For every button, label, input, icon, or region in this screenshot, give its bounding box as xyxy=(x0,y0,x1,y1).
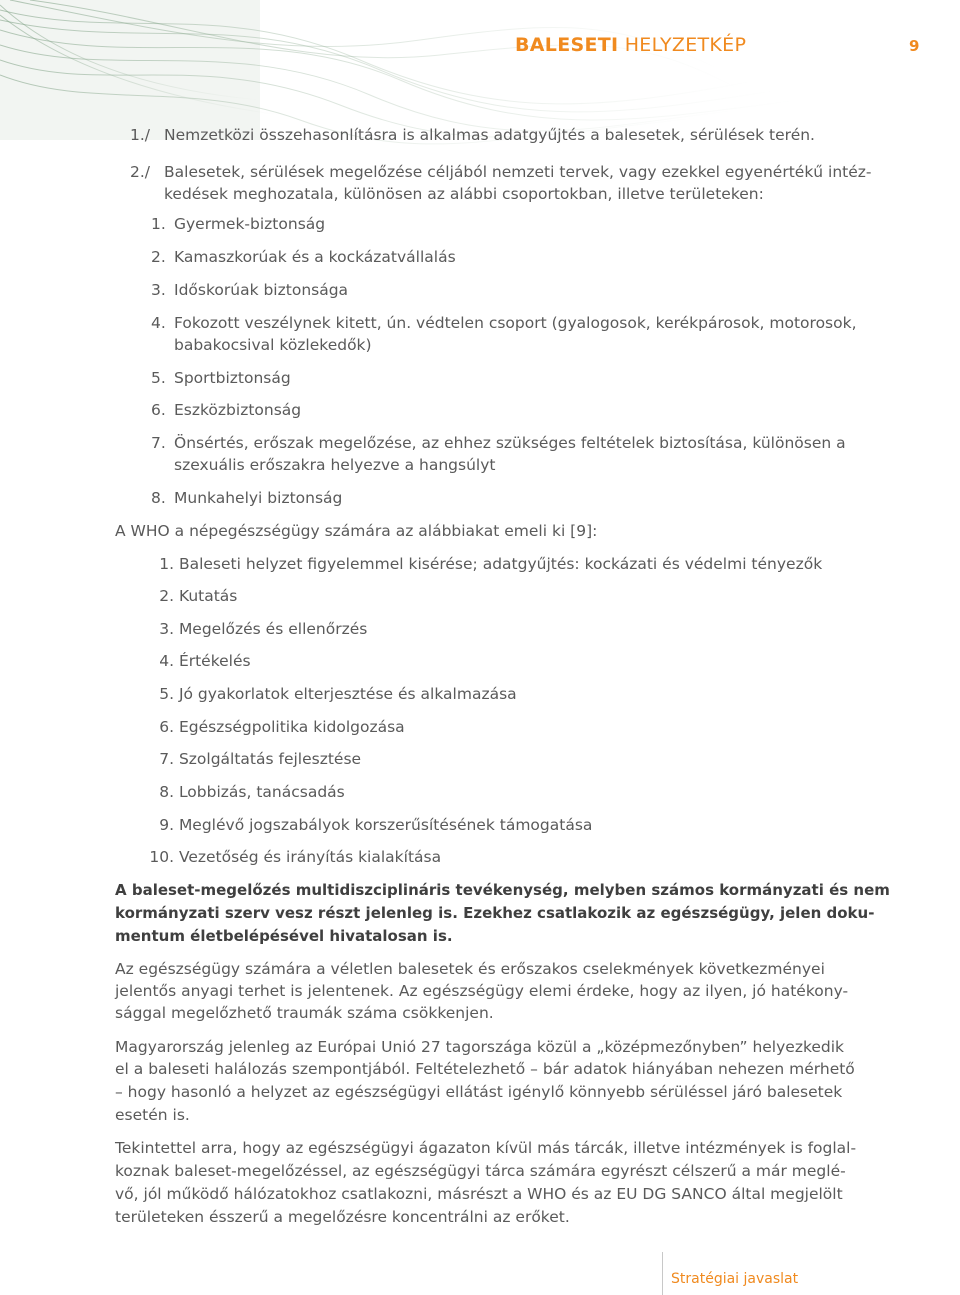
paragraph-line: el a baleseti halálozás szempontjából. Feltételezhető – bár adatok hiányában nehezen mérhető xyxy=(115,1060,855,1078)
who-num: 5. xyxy=(159,685,174,703)
group-text: Önsértés, erőszak megelőzése, az ehhez szükséges feltételek biztosítása, különösen a xyxy=(174,434,846,452)
who-num: 1. xyxy=(159,555,174,573)
group-text: Gyermek-biztonság xyxy=(174,215,326,233)
who-num: 6. xyxy=(159,718,174,736)
paragraph-line: Tekintettel arra, hogy az egészségügyi ágazaton kívül más tárcák, illetve intézmények is foglal- xyxy=(115,1139,857,1157)
section-title xyxy=(515,34,746,56)
bold-paragraph-line: A baleset-megelőzés multidiszciplináris tevékenység, melyben számos kormányzati és nem xyxy=(115,881,890,899)
group-text: Sportbiztonság xyxy=(174,369,291,387)
who-item xyxy=(146,814,592,836)
group-text: Időskorúak biztonsága xyxy=(174,281,349,299)
who-item xyxy=(146,650,251,672)
group-item xyxy=(151,487,342,509)
group-item xyxy=(151,312,857,334)
section-title-rest: HELYZETKÉP xyxy=(618,34,747,56)
who-text: Vezetőség és irányítás kialakítása xyxy=(178,848,442,866)
intro-item-text: Nemzetközi összehasonlításra is alkalmas adatgyűjtés a balesetek, sérülések terén. xyxy=(164,126,815,144)
group-item xyxy=(151,213,325,235)
paragraph-line: Az egészségügy számára a véletlen balesetek és erőszakos cselekmények következményei xyxy=(115,960,825,978)
paragraph-line: Magyarország jelenleg az Európai Unió 27 tagországa közül a „középmezőnyben” helyezkedik xyxy=(115,1038,845,1056)
group-num: 2. xyxy=(151,248,166,266)
who-item xyxy=(140,846,441,868)
who-intro: A WHO a népegészségügy számára az alábbiakat emeli ki [9]: xyxy=(115,522,598,540)
who-num: 10. xyxy=(149,848,174,866)
page-number: 9 xyxy=(909,37,920,55)
who-num: 2. xyxy=(159,587,174,605)
paragraph-line: területeken ésszerű a megelőzésre koncentrálni az erőket. xyxy=(115,1208,570,1226)
group-text-cont: szexuális erőszakra helyezve a hangsúlyt xyxy=(174,456,496,474)
group-num: 5. xyxy=(151,369,166,387)
who-item xyxy=(146,553,822,575)
who-num: 7. xyxy=(159,750,174,768)
group-item xyxy=(151,246,456,268)
paragraph-line: vő, jól működő hálózatokhoz csatlakozni, másrészt a WHO és az EU DG SANCO által megjelölt xyxy=(115,1185,843,1203)
group-num: 1. xyxy=(151,215,166,233)
paragraph-line: esetén is. xyxy=(115,1106,190,1124)
who-item xyxy=(146,716,405,738)
paragraph-line: sággal megelőzhető traumák száma csökkenjen. xyxy=(115,1004,494,1022)
group-num: 3. xyxy=(151,281,166,299)
footer-divider xyxy=(662,1252,663,1295)
who-item xyxy=(146,585,237,607)
group-num: 6. xyxy=(151,401,166,419)
intro-item-2 xyxy=(130,161,872,183)
group-text-cont: babakocsival közlekedők) xyxy=(174,336,372,354)
paragraph-line: koznak baleset-megelőzéssel, az egészségügyi tárca számára egyrészt célszerű a már meglé- xyxy=(115,1162,846,1180)
group-item xyxy=(151,367,291,389)
intro-item-num: 2./ xyxy=(130,163,151,181)
who-text: Értékelés xyxy=(178,652,251,670)
intro-item-text: Balesetek, sérülések megelőzése céljából nemzeti tervek, vagy ezekkel egyenértékű intéz- xyxy=(164,163,872,181)
group-text: Munkahelyi biztonság xyxy=(174,489,343,507)
who-num: 9. xyxy=(159,816,174,834)
intro-item-num: 1./ xyxy=(130,126,151,144)
paragraph-line: jelentős anyagi terhet is jelentenek. Az egészségügy elemi érdeke, hogy az ilyen, jó hatékony- xyxy=(115,982,849,1000)
who-text: Megelőzés és ellenőrzés xyxy=(178,620,368,638)
who-item xyxy=(146,781,345,803)
who-text: Lobbizás, tanácsadás xyxy=(178,783,345,801)
who-text: Meglévő jogszabályok korszerűsítésének támogatása xyxy=(178,816,593,834)
bold-paragraph-line: kormányzati szerv vesz részt jelenleg is. Ezekhez csatlakozik az egészségügy, jelen doku- xyxy=(115,904,875,922)
who-text: Egészségpolitika kidolgozása xyxy=(178,718,405,736)
who-text: Jó gyakorlatok elterjesztése és alkalmazása xyxy=(178,685,517,703)
who-num: 3. xyxy=(159,620,174,638)
who-num: 8. xyxy=(159,783,174,801)
who-item xyxy=(146,748,361,770)
group-item xyxy=(151,432,846,454)
group-num: 7. xyxy=(151,434,166,452)
group-text: Fokozott veszélynek kitett, ún. védtelen csoport (gyalogosok, kerékpárosok, motorosok, xyxy=(174,314,857,332)
section-title-bold: BALESETI xyxy=(515,34,619,56)
group-num: 8. xyxy=(151,489,166,507)
who-text: Kutatás xyxy=(178,587,238,605)
who-item xyxy=(146,683,517,705)
group-item xyxy=(151,279,348,301)
group-text: Eszközbiztonság xyxy=(174,401,302,419)
bold-paragraph-line: mentum életbelépésével hivatalosan is. xyxy=(115,927,453,945)
group-text: Kamaszkorúak és a kockázatvállalás xyxy=(174,248,456,266)
intro-item-1 xyxy=(130,124,815,146)
footer-section-label: Stratégiai javaslat xyxy=(671,1271,799,1287)
who-text: Szolgáltatás fejlesztése xyxy=(178,750,362,768)
paragraph-line: – hogy hasonló a helyzet az egészségügyi ellátást igénylő könnyebb sérüléssel járó balesetek xyxy=(115,1083,843,1101)
intro-item-2-cont: kedések meghozatala, különösen az alábbi csoportokban, illetve területeken: xyxy=(164,185,764,203)
who-text: Baleseti helyzet figyelemmel kisérése; adatgyűjtés: kockázati és védelmi tényezők xyxy=(178,555,823,573)
group-item xyxy=(151,399,301,421)
group-num: 4. xyxy=(151,314,166,332)
who-item xyxy=(146,618,367,640)
who-num: 4. xyxy=(159,652,174,670)
